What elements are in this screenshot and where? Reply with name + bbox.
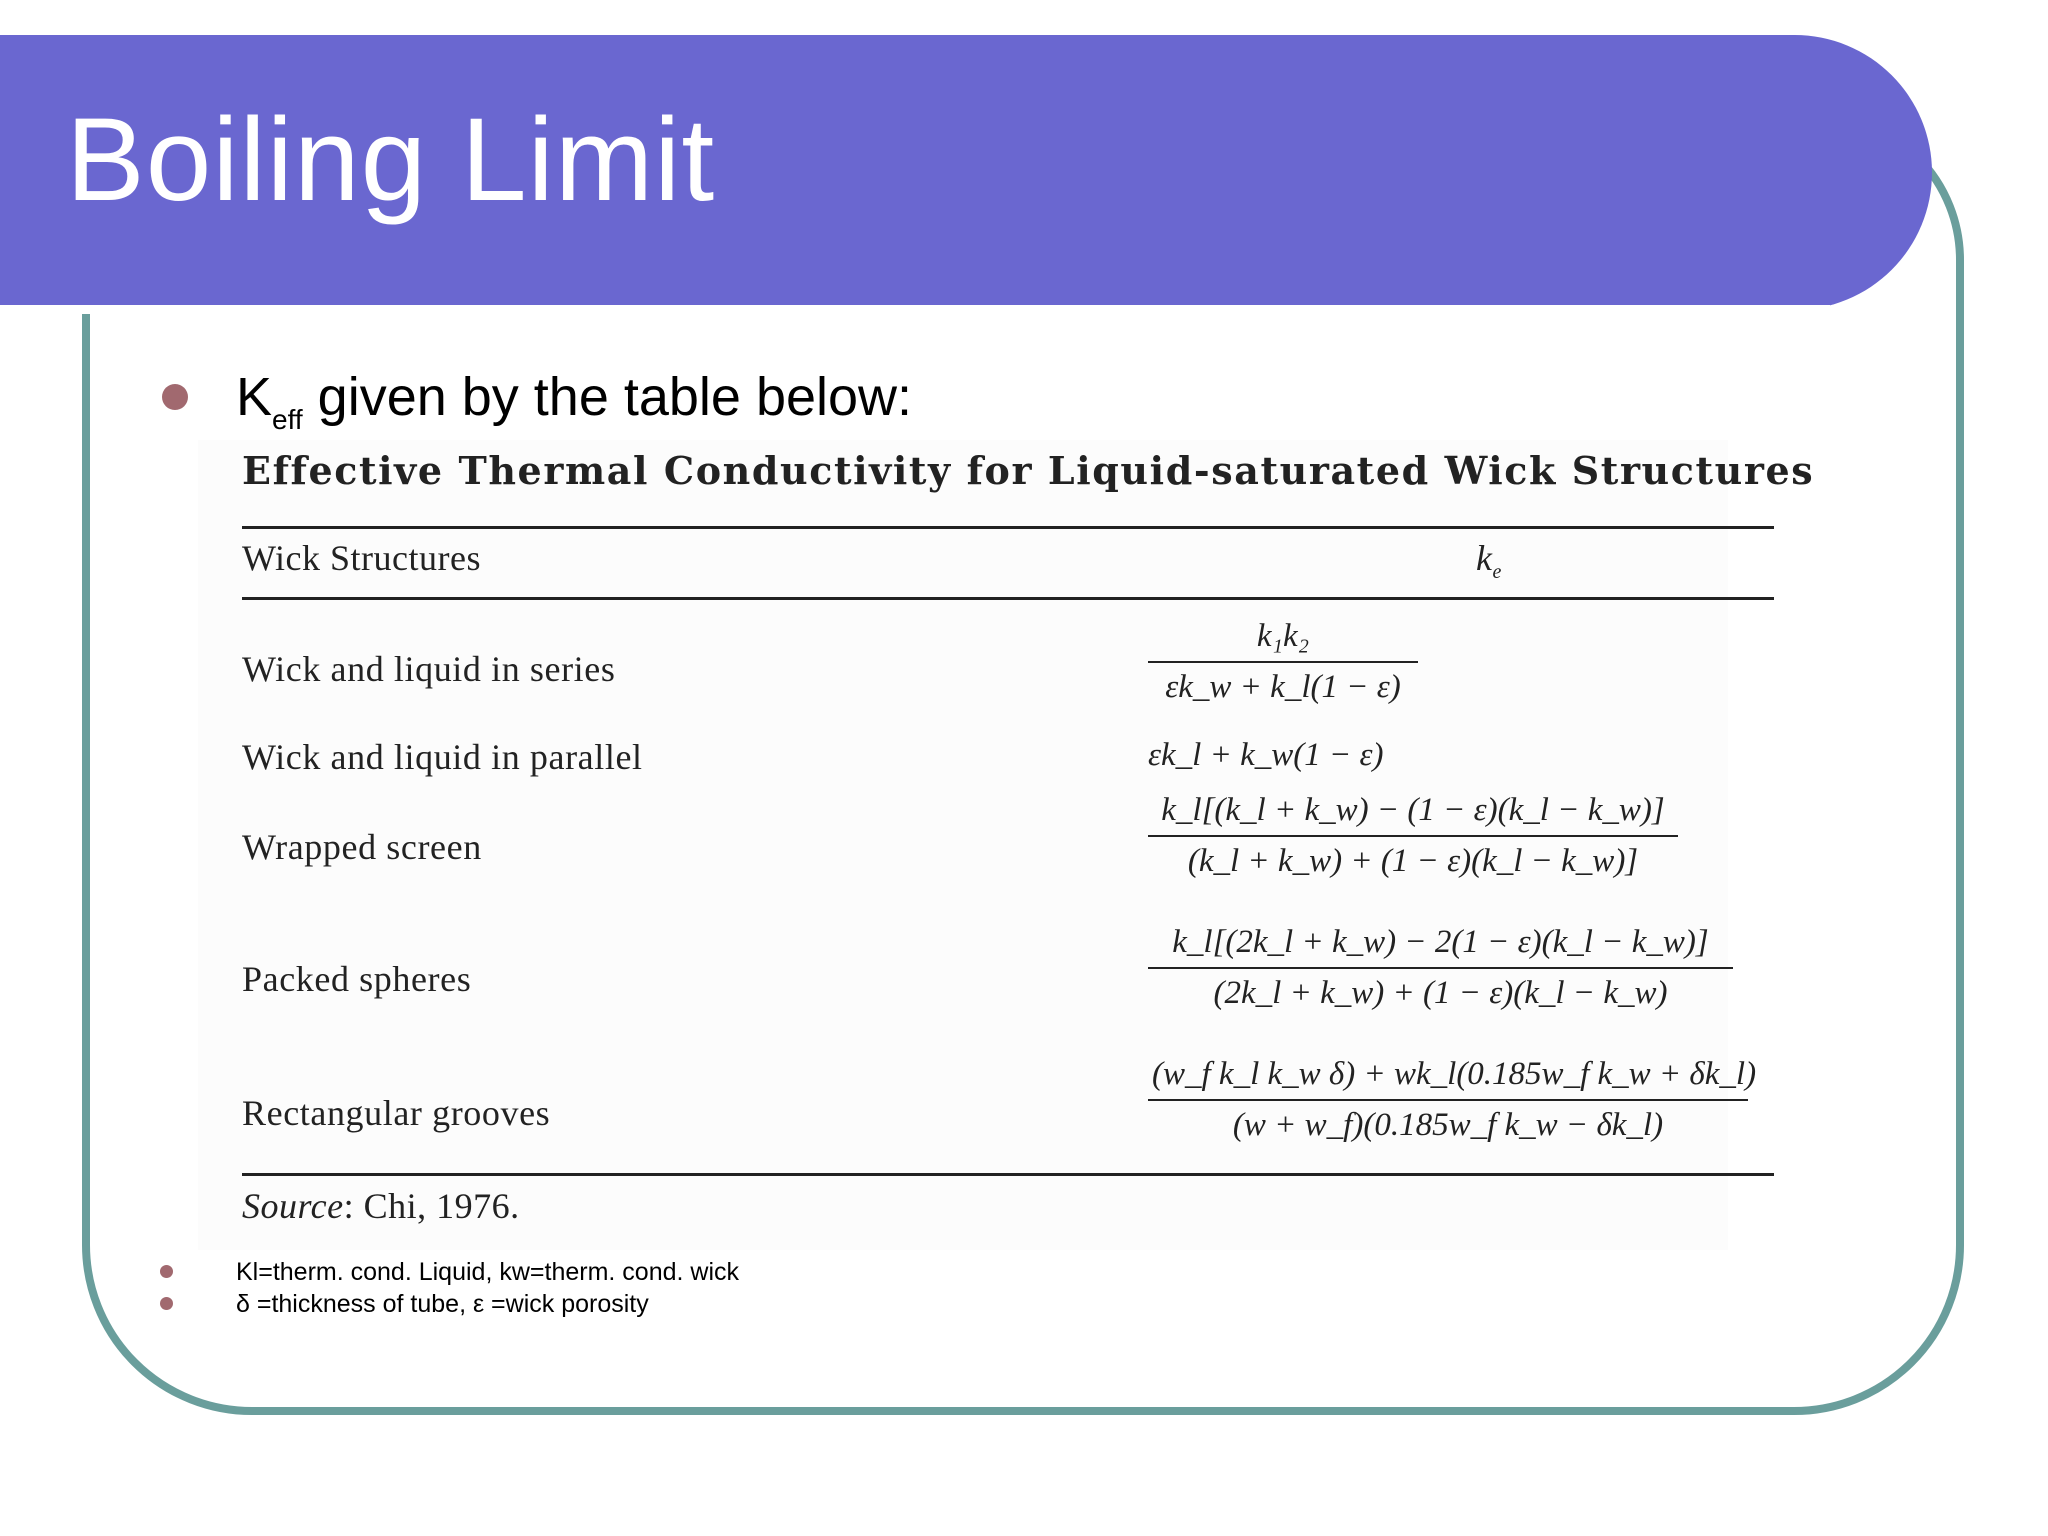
note-bullet-icon	[160, 1265, 173, 1278]
conductivity-table-image	[198, 440, 1815, 1250]
table-caption: Effective Thermal Conductivity for Liquid-saturated Wick Structures	[242, 448, 1815, 493]
bullet-text: given by the table below:	[302, 367, 913, 427]
table-top-rule	[242, 526, 1774, 529]
row-label-packed-spheres: Packed spheres	[242, 959, 472, 999]
note-conductivities: Kl=therm. cond. Liquid, kw=therm. cond. wick	[236, 1258, 740, 1286]
formula-parallel: εk_l + k_w(1 − ε)	[1148, 737, 1384, 773]
slide-title: Boiling Limit	[66, 94, 716, 226]
note-bullet-icon	[160, 1297, 173, 1310]
formula-rect-grooves: $\frac{\text{(w\_f k\_l k\_w δ) + wk\_l(0.185w\_f k\_w + δk\_l)}}{\text{(w + w\_f)(0.185w\_f k\_w − δk\_l)}}$	[1148, 1056, 1748, 1144]
formula-wrapped-screen: $\frac{k\_l[(k\_l + k\_w) - (1 - \varepsilon)(k\_l - k\_w)]}{(k\_l + k\_w) + (1 - \varepsilon)(k\_l - k\_w)]}$	[1148, 792, 1678, 880]
header-wick-structures: Wick Structures	[242, 538, 481, 578]
keff-symbol: K	[236, 367, 273, 427]
bullet-icon	[162, 384, 188, 410]
formula-series: $\frac{\text{k₁k₂}}{\varepsilon k\_w + k\_l(1 - \varepsilon)}$	[1148, 618, 1418, 706]
row-label-series: Wick and liquid in series	[242, 649, 616, 689]
formula-packed-spheres: $\frac{k\_l[(2k\_l + k\_w) - 2(1 - \varepsilon)(k\_l - k\_w)]}{(2k\_l + k\_w) + (1 - \varepsilon)(k\_l - k\_w)}$	[1148, 924, 1733, 1012]
keff-subscript: eff	[272, 404, 303, 435]
note-thickness-porosity: δ =thickness of tube, ε =wick porosity	[236, 1290, 649, 1318]
header-ke: $k_e$	[1476, 538, 1502, 584]
row-label-parallel: Wick and liquid in parallel	[242, 737, 643, 777]
table-source: Source: Chi, 1976.	[242, 1186, 520, 1226]
table-header-rule	[242, 597, 1774, 600]
title-rule	[0, 305, 1830, 314]
row-label-rect-grooves: Rectangular grooves	[242, 1093, 551, 1133]
table-bottom-rule	[242, 1173, 1774, 1176]
row-label-wrapped-screen: Wrapped screen	[242, 827, 482, 867]
